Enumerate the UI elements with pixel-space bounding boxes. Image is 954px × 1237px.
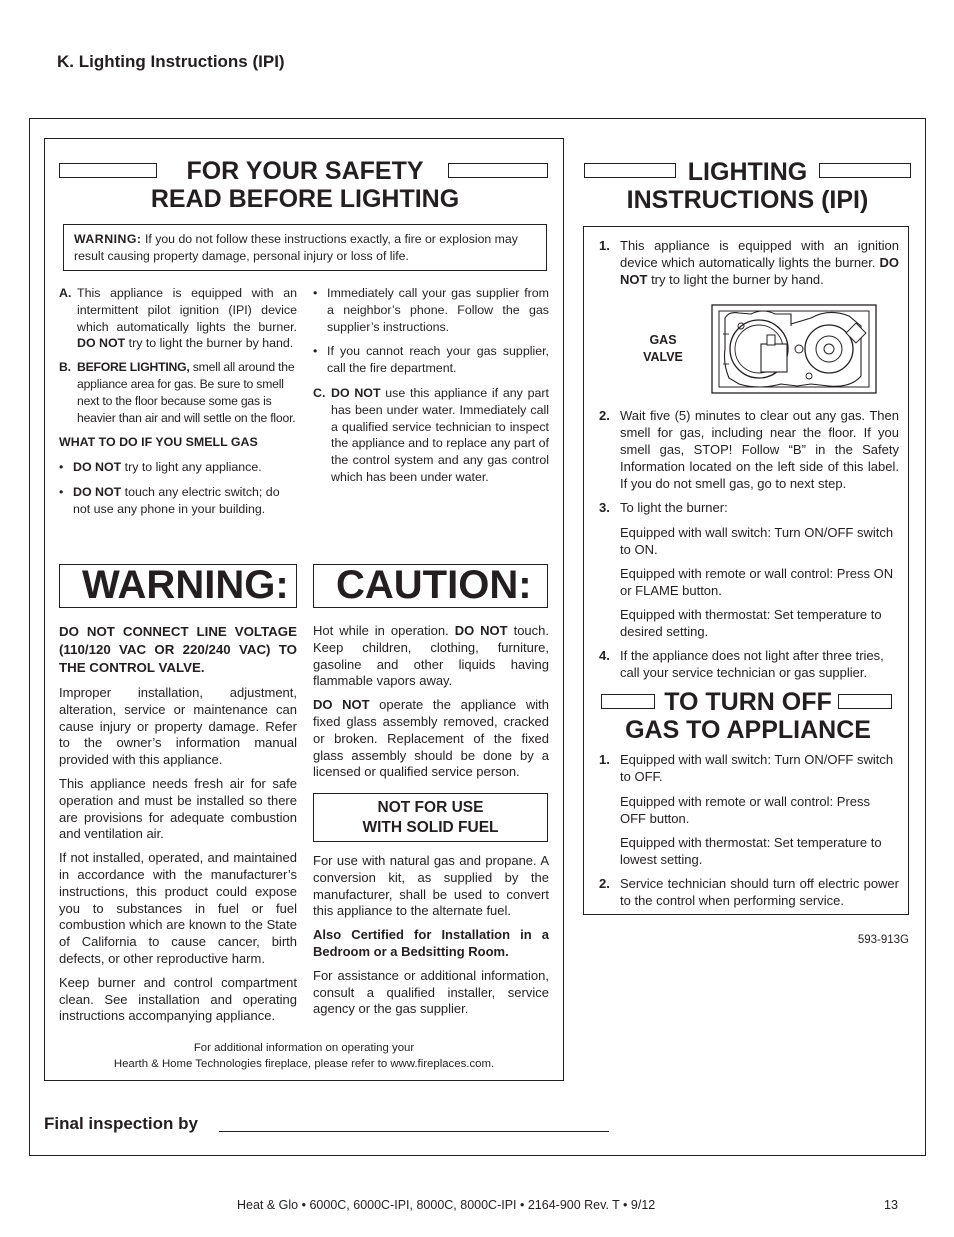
item-c-label: C. — [313, 385, 326, 400]
turn-off-step-2 — [583, 875, 899, 909]
bullet-4 — [313, 343, 549, 377]
bullet-4-dot: • — [313, 344, 318, 359]
bullet-1-dot: • — [59, 460, 64, 475]
lighting-heading-line1: LIGHTING — [687, 158, 808, 186]
off-2-label: 2. — [599, 876, 610, 891]
turn-off-heading-line1: TO TURN OFF — [664, 688, 832, 716]
warning-banner: WARNING: — [59, 564, 297, 608]
caution-p2-text: operate the appliance with fixed glass assembly removed, cracked or broken. Replacement of the fixed glass assembly should be done by a licensed or qualified service person. — [313, 697, 549, 780]
item-b-bold: BEFORE LIGHTING, — [77, 360, 190, 375]
turn-off-step-1 — [583, 751, 899, 785]
step-4-label: 4. — [599, 648, 610, 663]
gas-valve-line2: VALVE — [643, 350, 683, 364]
caution-p1-text1: Hot while in operation. — [313, 623, 455, 638]
footer-text: Heat & Glo • 6000C, 6000C-IPI, 8000C, 8000C-IPI • 2164-900 Rev. T • 9/12 — [237, 1198, 656, 1212]
safety-right-column — [313, 285, 549, 493]
warning-notice-text: If you do not follow these instructions exactly, a fire or explosion may result causing property damage, personal injury or loss of life. — [74, 232, 518, 263]
caution-paragraph-5: For assistance or additional information, consult a qualified installer, service agency or the gas supplier. — [313, 967, 549, 1017]
item-c — [313, 385, 549, 486]
warning-paragraph-1: Improper installation, adjustment, alteration, service or maintenance can cause injury or property damage. Refer to the owner’s information manual provided with this appliance. — [59, 685, 297, 768]
caution-paragraph-4: Also Certified for Installation in a Bedroom or a Bedsitting Room. — [313, 927, 549, 959]
caution-column-lower — [313, 853, 549, 1025]
step-1-text2: try to light the burner by hand. — [647, 272, 824, 287]
caution-paragraph-3: For use with natural gas and propane. A conversion kit, as supplied by the manufacturer, shall be used to convert this appliance to the alternate fuel. — [313, 853, 549, 919]
label-code: 593-913G — [857, 934, 909, 946]
lighting-steps-middle — [583, 407, 899, 688]
footnote-line1: For additional information on operating your — [193, 1042, 415, 1054]
item-c-text: use this appliance if any part has been under water. Immediately call a qualified service technician to inspect the appliance and to replace any part of the control system and any gas control which has been under water. — [331, 385, 549, 484]
step-3-text: To light the burner: — [620, 500, 728, 515]
gas-valve-illustration — [711, 304, 877, 394]
caution-p1-text2: touch. Keep children, clothing, furniture, gasoline and other liquids having flammable vapors away. — [313, 623, 549, 689]
safety-heading-line1: FOR YOUR SAFETY — [186, 157, 424, 185]
bullet-3 — [313, 285, 549, 335]
smell-gas-heading: WHAT TO DO IF YOU SMELL GAS — [59, 435, 258, 450]
step-2-text: Wait five (5) minutes to clear out any gas. Then smell for gas, including near the floor. If you smell gas, STOP! Follow “B” in the Safety Information located on the left side of this label. If you do not smell gas, go to next step. — [620, 408, 899, 491]
caution-column — [313, 623, 549, 788]
warning-column — [59, 623, 297, 1032]
bullet-4-text: If you cannot reach your gas supplier, call the fire department. — [327, 344, 549, 376]
off-1-text: Equipped with wall switch: Turn ON/OFF switch to OFF. — [620, 752, 894, 784]
item-a-text1: This appliance is equipped with an intermittent pilot ignition (IPI) device which automatically lights the burner. — [77, 286, 297, 334]
lighting-heading — [600, 158, 895, 214]
caution-banner: CAUTION: — [313, 564, 548, 608]
step-2-label: 2. — [599, 408, 610, 423]
bullet-2-dot: • — [59, 484, 64, 499]
item-a-text2: try to light the burner by hand. — [125, 336, 294, 351]
gas-valve-line1: GAS — [649, 333, 677, 347]
safety-heading — [140, 157, 470, 213]
nfu-line2: WITH SOLID FUEL — [362, 819, 499, 836]
warning-paragraph-4: Keep burner and control compartment clean. See installation and operating instructions accompanying appliance. — [59, 974, 297, 1024]
bullet-3-dot: • — [313, 286, 318, 300]
bullet-2-bold: DO NOT — [73, 484, 122, 499]
warning-paragraph-2: This appliance needs fresh air for safe operation and must be installed so there are provisions for adequate combustion and ventilation air. — [59, 775, 297, 842]
gas-valve-label — [633, 332, 693, 366]
section-title: K. Lighting Instructions (IPI) — [57, 52, 285, 71]
off-1-thermostat: Equipped with thermostat: Set temperature to lowest setting. — [620, 835, 882, 867]
nfu-line1: NOT FOR USE — [377, 799, 484, 816]
footnote-line2: Hearth & Home Technologies fireplace, please refer to www.fireplaces.com. — [113, 1057, 495, 1070]
bullet-1-bold: DO NOT — [73, 460, 122, 475]
lighting-step-4 — [583, 647, 899, 681]
warning-notice — [63, 224, 547, 271]
item-a-label: A. — [59, 286, 72, 300]
lighting-step-1 — [583, 237, 899, 288]
step-1-text1: This appliance is equipped with an ignition device which automatically lights the burner. — [620, 238, 899, 270]
warning-line-voltage: DO NOT CONNECT LINE VOLTAGE (110/120 VAC OR 220/240 VAC) TO THE CONTROL VALVE. — [59, 624, 297, 675]
off-1-label: 1. — [599, 752, 610, 767]
lighting-step-3 — [583, 499, 899, 516]
bullet-2 — [59, 484, 297, 518]
caution-p1-bold: DO NOT — [454, 623, 508, 638]
turn-off-steps — [583, 751, 899, 916]
warning-notice-label: WARNING: — [74, 232, 142, 246]
not-for-solid-fuel-box — [313, 793, 548, 842]
warning-paragraph-3: If not installed, operated, and maintained in accordance with the manufacturer’s instructions, this product could expose you to substances in fuel or fuel combustion which are known to the State of California to cause cancer, birth defects, or other reproductive harm. — [59, 850, 297, 966]
bullet-1 — [59, 459, 297, 476]
item-b-label: B. — [59, 360, 71, 375]
item-a — [59, 285, 297, 352]
step-3-wall-switch: Equipped with wall switch: Turn ON/OFF switch to ON. — [620, 525, 894, 557]
step-3-thermostat: Equipped with thermostat: Set temperature to desired setting. — [620, 607, 882, 639]
item-c-bold: DO NOT — [331, 385, 381, 400]
final-inspection-label: Final inspection by — [44, 1114, 198, 1133]
off-2-text: Service technician should turn off electric power to the control when performing service. — [620, 876, 899, 908]
step-1-label: 1. — [599, 238, 610, 253]
footnote — [44, 1041, 564, 1072]
turn-off-heading-line2: GAS TO APPLIANCE — [625, 716, 871, 744]
caution-p2-bold: DO NOT — [313, 697, 370, 713]
item-b-text: smell all around the appliance area for gas. Be sure to smell next to the floor because some gas is heavier than air and will settle on the floor. — [77, 360, 296, 425]
page-number: 13 — [884, 1198, 898, 1212]
safety-heading-line2: READ BEFORE LIGHTING — [150, 185, 460, 213]
item-a-bold: DO NOT — [77, 336, 126, 351]
lighting-steps-top — [583, 237, 899, 295]
item-b — [59, 359, 297, 426]
lighting-step-2 — [583, 407, 899, 492]
step-3-label: 3. — [599, 500, 610, 515]
bullet-1-text: try to light any appliance. — [121, 460, 262, 475]
turn-off-heading — [600, 688, 896, 744]
safety-left-column — [59, 285, 297, 526]
lighting-heading-line2: INSTRUCTIONS (IPI) — [626, 186, 869, 214]
step-1-bold: DO NOT — [620, 255, 899, 287]
bullet-3-text: Immediately call your gas supplier from a neighbor’s phone. Follow the gas supplier’s instructions. — [327, 286, 549, 334]
step-3-remote: Equipped with remote or wall control: Press ON or FLAME button. — [620, 566, 894, 598]
caution-paragraph-1 — [313, 623, 549, 690]
final-inspection-signature-line[interactable] — [219, 1131, 609, 1132]
caution-paragraph-2 — [313, 697, 549, 781]
step-4-text: If the appliance does not light after three tries, call your service technician or gas supplier. — [620, 648, 884, 680]
off-1-remote: Equipped with remote or wall control: Press OFF button. — [620, 794, 871, 826]
bullet-2-text: touch any electric switch; do not use any phone in your building. — [73, 484, 280, 516]
